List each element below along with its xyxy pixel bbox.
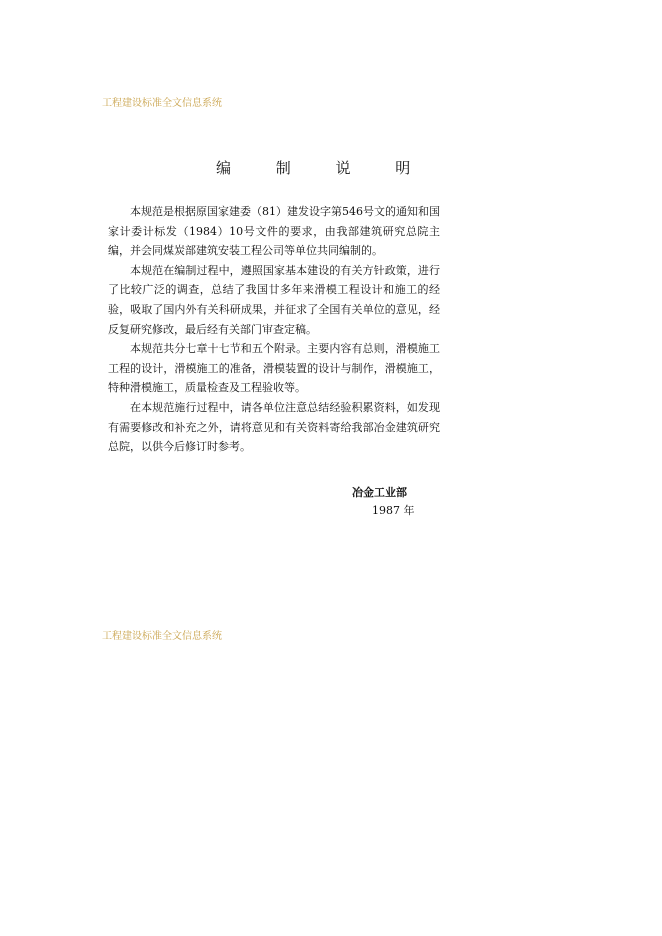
- paragraph-1: 本规范是根据原国家建委（81）建发设字第546号文的通知和国家计委计标发（1984）10号文件的要求，由我部建筑研究总院主编，并会同煤炭部建筑安装工程公司等单位共同编制的。: [108, 205, 440, 258]
- watermark-top: 工程建设标准全文信息系统: [102, 98, 222, 109]
- watermark-bottom: 工程建设标准全文信息系统: [102, 631, 222, 642]
- signature-block: [352, 485, 415, 519]
- paragraph-3: 本规范共分七章十七节和五个附录。主要内容有总则，滑模施工工程的设计，滑模施工的准备，滑模装置的设计与制作，滑模施工，特种滑模施工，质量检查及工程验收等。: [108, 342, 440, 395]
- signature-organization: 冶金工业部: [352, 486, 407, 499]
- signature-year: 1987 年: [372, 504, 415, 517]
- document-body: [108, 202, 440, 457]
- paragraph-4: 在本规范施行过程中，请各单位注意总结经验积累资料，如发现有需要修改和补充之外，请将意见和有关资料寄给我部冶金建筑研究总院，以供今后修订时参考。: [108, 400, 440, 454]
- page-title: 编 制 说 明: [216, 159, 431, 177]
- paragraph-2: 本规范在编制过程中，遵照国家基本建设的有关方针政策，进行了比较广泛的调查，总结了我国廿多年来滑模工程设计和施工的经验，吸取了国内外有关科研成果，并征求了全国有关单位的意见，经反复研究修改，最后经有关部门审查定稿。: [108, 263, 440, 336]
